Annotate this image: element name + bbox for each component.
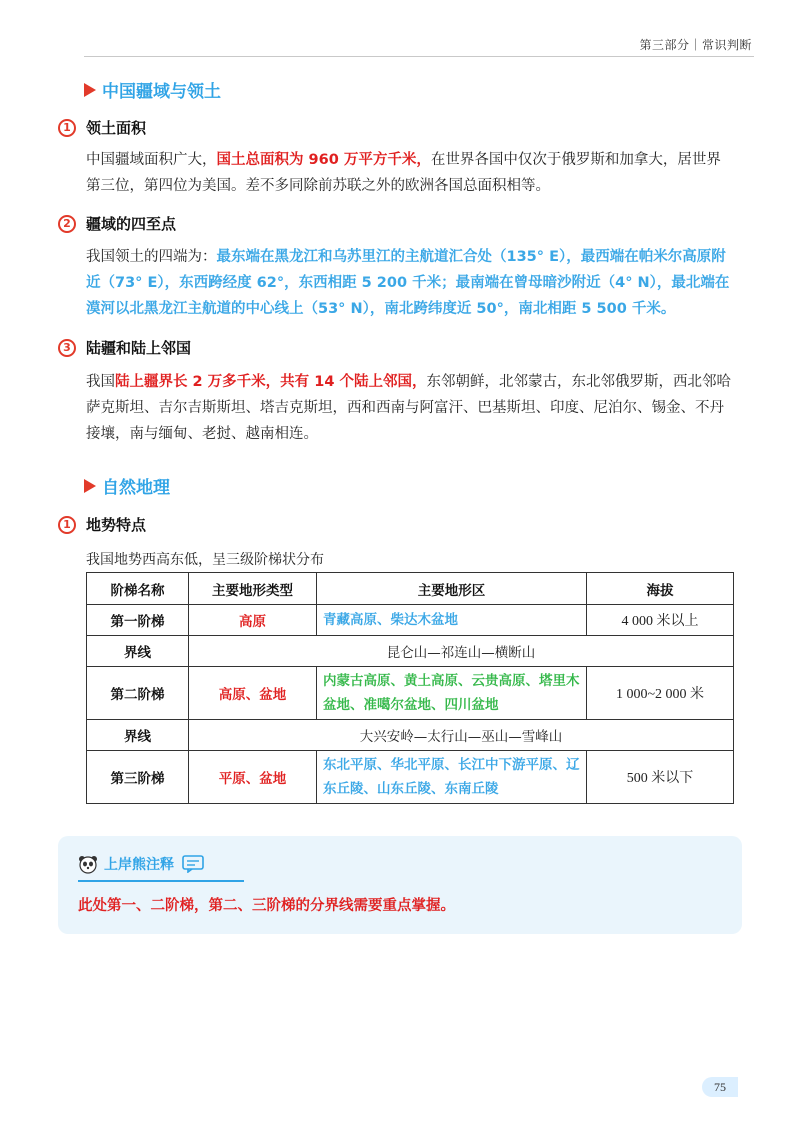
paragraph-extremes xyxy=(86,244,734,322)
step-name: 第一阶梯 xyxy=(87,605,189,636)
annotation-text: 此处第一、二阶梯，第二、三阶梯的分界线需要重点掌握。 xyxy=(78,898,455,914)
altitude: 500 米以下 xyxy=(587,751,734,804)
para-text: 在世界各国中仅次于俄罗斯和加拿大，居世界第三位，第四位为美国。差不多同除前苏联之外的欧洲各国总面积相等。 xyxy=(86,152,721,194)
table-row xyxy=(87,636,734,667)
column-header: 主要地形类型 xyxy=(189,573,317,605)
terrain-type: 平原、盆地 xyxy=(189,751,317,804)
terrain-table xyxy=(86,572,734,804)
terrain-region: 东北平原、华北平原、长江中下游平原、辽东丘陵、山东丘陵、东南丘陵 xyxy=(317,751,587,804)
terrain-region: 内蒙古高原、黄土高原、云贵高原、塔里木盆地、准噶尔盆地、四川盆地 xyxy=(317,667,587,720)
section-title-geography xyxy=(84,473,170,498)
terrain-type: 高原 xyxy=(189,605,317,636)
altitude: 1 000~2 000 米 xyxy=(587,667,734,720)
subheading-extremes xyxy=(58,213,176,234)
subheading-text: 地势特点 xyxy=(86,516,147,534)
paragraph-neighbors xyxy=(86,369,734,447)
para-highlight: 国土总面积为 960 万平方千米， xyxy=(216,152,431,168)
step-name: 第二阶梯 xyxy=(87,667,189,720)
subheading-text: 疆域的四至点 xyxy=(86,215,177,233)
annotation-box xyxy=(58,836,742,934)
terrain-type: 高原、盆地 xyxy=(189,667,317,720)
boundary-label: 界线 xyxy=(87,636,189,667)
subheading-area xyxy=(58,117,146,138)
para-highlight: 最东端在黑龙江和乌苏里江的主航道汇合处（135° E），最西端在帕米尔高原附近（73° E），东西跨经度 62°，东西相距 5 200 千米；最南端在曾母暗沙附近（4° N），最北端在漠河以北黑龙江主航道的中心线上（53° N），南北跨纬度近 50°，南北相距 5 500 千米。 xyxy=(86,249,730,317)
para-text: 我国 xyxy=(86,374,115,390)
boundary-label: 界线 xyxy=(87,720,189,751)
section-title-text: 中国疆域与领土 xyxy=(102,82,221,102)
table-intro: 我国地势西高东低，呈三级阶梯状分布 xyxy=(86,552,324,568)
section-title-text: 自然地理 xyxy=(102,478,170,498)
circled-number-icon: 2 xyxy=(58,215,76,233)
para-text: 中国疆域面积广大， xyxy=(86,152,217,168)
section-title-territory xyxy=(84,77,221,102)
annotation-underline xyxy=(78,880,244,882)
annotation-header xyxy=(78,854,204,874)
subheading-text: 领土面积 xyxy=(86,119,147,137)
boundary-value: 大兴安岭—太行山—巫山—雪峰山 xyxy=(189,720,734,751)
column-header: 阶梯名称 xyxy=(87,573,189,605)
table-row xyxy=(87,667,734,720)
page-header xyxy=(0,0,800,60)
para-text: 东邻朝鲜，北邻蒙古，东北邻俄罗斯，西北邻哈萨克斯坦、吉尔吉斯斯坦、塔吉克斯坦，西和西南与阿富汗、巴基斯坦、印度、尼泊尔、锡金、不丹接壤，南与缅甸、老挝、越南相连。 xyxy=(86,374,731,442)
page-number: 75 xyxy=(702,1077,738,1097)
triangle-bullet-icon xyxy=(84,83,96,97)
header-label: 第三部分｜常识判断 xyxy=(639,38,752,52)
table-row xyxy=(87,751,734,804)
subheading-neighbors xyxy=(58,337,191,358)
boundary-value: 昆仑山—祁连山—横断山 xyxy=(189,636,734,667)
circled-number-icon: 3 xyxy=(58,339,76,357)
triangle-bullet-icon xyxy=(84,479,96,493)
para-highlight: 陆上疆界长 2 万多千米，共有 14 个陆上邻国， xyxy=(115,374,427,390)
circled-number-icon: 1 xyxy=(58,516,76,534)
column-header: 海拔 xyxy=(587,573,734,605)
terrain-region: 青藏高原、柴达木盆地 xyxy=(317,605,587,636)
table-row xyxy=(87,720,734,751)
header-divider xyxy=(84,56,754,57)
step-name: 第三阶梯 xyxy=(87,751,189,804)
para-text: 我国领土的四端为： xyxy=(86,249,217,265)
comment-icon xyxy=(182,855,204,873)
table-row xyxy=(87,605,734,636)
altitude: 4 000 米以上 xyxy=(587,605,734,636)
circled-number-icon: 1 xyxy=(58,119,76,137)
annotation-title: 上岸熊注释 xyxy=(104,857,174,873)
subheading-terrain xyxy=(58,514,146,535)
column-header: 主要地形区 xyxy=(317,573,587,605)
bear-mascot-icon xyxy=(78,854,98,874)
table-header-row xyxy=(87,573,734,605)
paragraph-area xyxy=(86,147,734,199)
subheading-text: 陆疆和陆上邻国 xyxy=(86,339,192,357)
